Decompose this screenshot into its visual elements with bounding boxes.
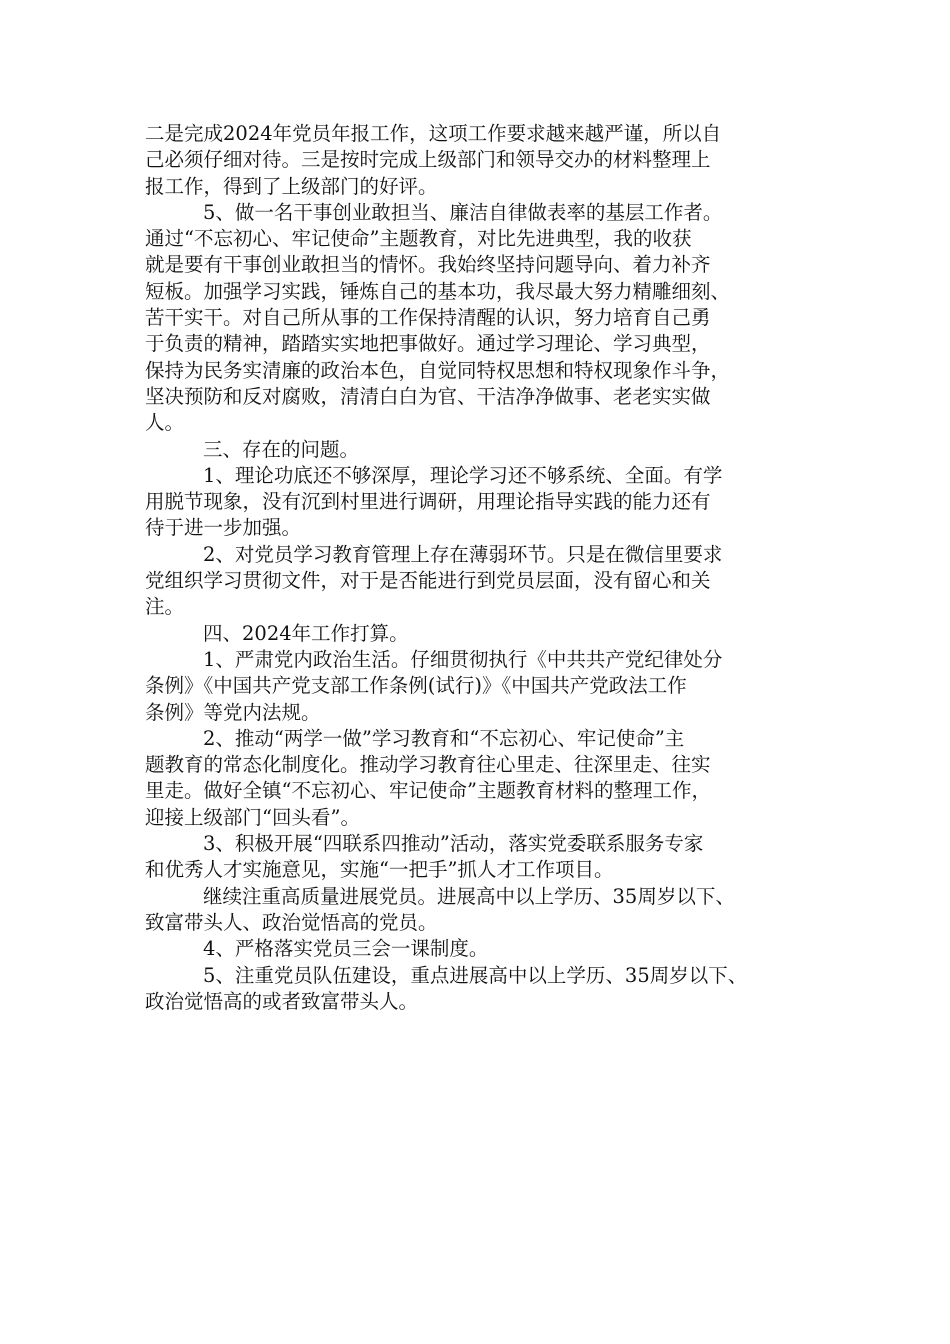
text-line: 和优秀人才实施意见，实施“一把手”抓人才工作项目。 <box>145 858 614 882</box>
paragraph <box>145 621 815 647</box>
text-line: 报工作，得到了上级部门的好评。 <box>145 174 438 198</box>
paragraph <box>145 121 815 200</box>
paragraph <box>145 884 815 937</box>
paragraph <box>145 437 815 463</box>
text-line: 2、推动“两学一做”学习教育和“不忘初心、牢记使命”主 <box>203 726 685 750</box>
text-line: 用脱节现象，没有沉到村里进行调研，用理论指导实践的能力还有 <box>145 490 711 514</box>
text-line: 三、存在的问题。 <box>203 437 360 461</box>
text-line: 条例》《中国共产党支部工作条例(试行)》《中国共产党政法工作 <box>145 674 687 698</box>
text-line: 二是完成2024年党员年报工作，这项工作要求越来越严谨，所以自 <box>145 122 722 145</box>
document-body <box>145 121 815 1015</box>
text-line: 2、对党员学习教育管理上存在薄弱环节。只是在微信里要求 <box>203 542 723 566</box>
text-line: 短板。加强学习实践，锤炼自己的基本功，我尽最大努力精雕细刻、 <box>145 279 731 303</box>
paragraph <box>145 647 815 726</box>
text-line: 四、2024年工作打算。 <box>203 621 409 645</box>
text-line: 注。 <box>145 595 185 619</box>
text-line: 于负责的精神，踏踏实实地把事做好。通过学习理论、学习典型， <box>145 332 711 356</box>
text-line: 4、严格落实党员三会一课制度。 <box>203 937 489 961</box>
paragraph <box>145 963 815 1016</box>
text-line: 迎接上级部门“回头看”。 <box>145 805 360 829</box>
text-line: 坚决预防和反对腐败，清清白白为官、干洁净净做事、老老实实做 <box>145 384 711 408</box>
text-line: 条例》等党内法规。 <box>145 700 321 724</box>
text-line: 待于进一步加强。 <box>145 516 302 540</box>
text-line: 里走。做好全镇“不忘初心、牢记使命”主题教育材料的整理工作， <box>145 779 711 803</box>
paragraph <box>145 200 815 437</box>
paragraph <box>145 726 815 831</box>
text-line: 1、理论功底还不够深厚，理论学习还不够系统、全面。有学 <box>203 463 723 487</box>
text-line: 苦干实干。对自己所从事的工作保持清醒的认识，努力培育自己勇 <box>145 306 711 330</box>
text-line: 5、做一名干事创业敢担当、廉洁自律做表率的基层工作者。 <box>203 200 723 224</box>
text-line: 5、注重党员队伍建设，重点进展高中以上学历、35周岁以下、 <box>203 963 748 987</box>
text-line: 通过“不忘初心、牢记使命”主题教育，对比先进典型，我的收获 <box>145 227 692 251</box>
paragraph <box>145 542 815 621</box>
text-line: 就是要有干事创业敢担当的情怀。我始终坚持问题导向、着力补齐 <box>145 253 711 277</box>
text-line: 党组织学习贯彻文件，对于是否能进行到党员层面，没有留心和关 <box>145 569 711 593</box>
text-line: 致富带头人、政治觉悟高的党员。 <box>145 910 438 934</box>
text-line: 继续注重高质量进展党员。进展高中以上学历、35周岁以下、 <box>203 884 735 908</box>
paragraph <box>145 463 815 542</box>
text-line: 人。 <box>145 411 185 435</box>
text-line: 3、积极开展“四联系四推动”活动，落实党委联系服务专家 <box>203 832 704 856</box>
text-line: 题教育的常态化制度化。推动学习教育往心里走、往深里走、往实 <box>145 753 711 777</box>
text-line: 保持为民务实清廉的政治本色，自觉同特权思想和特权现象作斗争， <box>145 358 731 382</box>
paragraph <box>145 936 815 962</box>
paragraph <box>145 831 815 884</box>
text-line: 政治觉悟高的或者致富带头人。 <box>145 989 419 1013</box>
text-line: 1、严肃党内政治生活。仔细贯彻执行《中共共产党纪律处分 <box>203 647 723 671</box>
text-line: 己必须仔细对待。三是按时完成上级部门和领导交办的材料整理上 <box>145 148 711 172</box>
